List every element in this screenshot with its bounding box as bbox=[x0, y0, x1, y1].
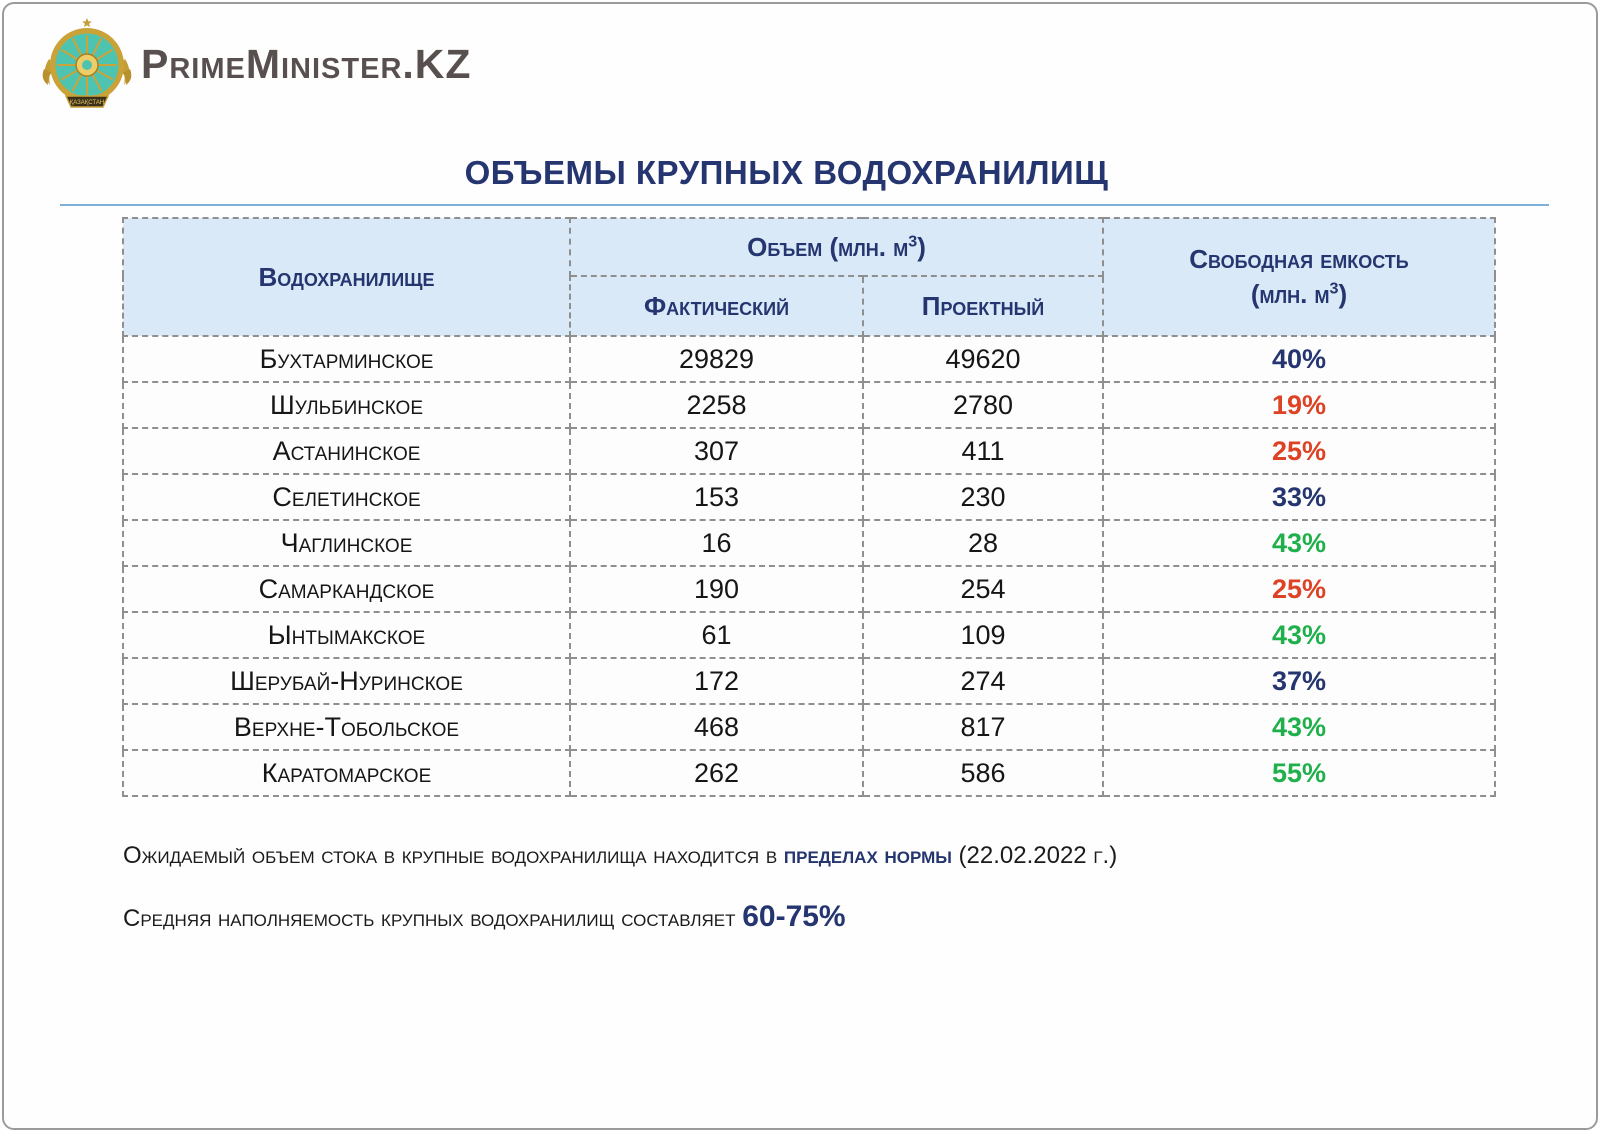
actual-volume-cell: 172 bbox=[570, 658, 863, 704]
design-volume-cell: 586 bbox=[863, 750, 1103, 796]
actual-volume-cell: 307 bbox=[570, 428, 863, 474]
design-volume-cell: 230 bbox=[863, 474, 1103, 520]
actual-volume-cell: 2258 bbox=[570, 382, 863, 428]
reservoir-table bbox=[122, 217, 1496, 797]
design-volume-cell: 109 bbox=[863, 612, 1103, 658]
reservoir-name-cell: Верхне-Тобольское bbox=[123, 704, 570, 750]
table-row bbox=[123, 566, 1495, 612]
emblem-banner-text: ҚАЗАҚСТАН bbox=[69, 100, 105, 106]
reservoir-name-cell: Бухтарминское bbox=[123, 336, 570, 382]
reservoir-name-cell: Селетинское bbox=[123, 474, 570, 520]
title-underline bbox=[60, 204, 1549, 206]
actual-volume-cell: 153 bbox=[570, 474, 863, 520]
kazakhstan-coat-of-arms-icon bbox=[37, 17, 137, 117]
table-row bbox=[123, 750, 1495, 796]
free-capacity-cell: 25% bbox=[1103, 566, 1495, 612]
table-row bbox=[123, 428, 1495, 474]
table-row bbox=[123, 658, 1495, 704]
infographic-page bbox=[2, 2, 1598, 1130]
column-header-free-capacity: Свободная емкость (млн. $м^3$) bbox=[1103, 218, 1495, 336]
free-capacity-cell: 55% bbox=[1103, 750, 1495, 796]
table-row bbox=[123, 704, 1495, 750]
table-row bbox=[123, 520, 1495, 566]
free-capacity-cell: 25% bbox=[1103, 428, 1495, 474]
design-volume-cell: 274 bbox=[863, 658, 1103, 704]
free-capacity-cell: 43% bbox=[1103, 704, 1495, 750]
table-row bbox=[123, 612, 1495, 658]
column-header-actual: Фактический bbox=[570, 276, 863, 336]
design-volume-cell: 254 bbox=[863, 566, 1103, 612]
free-capacity-cell: 19% bbox=[1103, 382, 1495, 428]
design-volume-cell: 28 bbox=[863, 520, 1103, 566]
actual-volume-cell: 262 bbox=[570, 750, 863, 796]
design-volume-cell: 817 bbox=[863, 704, 1103, 750]
note-average-fill: Средняя наполняемость крупных водохранилищ составляет 60-75% bbox=[123, 900, 846, 933]
reservoir-name-cell: Чаглинское bbox=[123, 520, 570, 566]
reservoir-name-cell: Самаркандское bbox=[123, 566, 570, 612]
header-logo bbox=[37, 17, 471, 117]
note-expected-inflow: Ожидаемый объем стока в крупные водохранилища находится в пределах нормы (22.02.2022 г.) bbox=[123, 842, 1118, 869]
reservoir-name-cell: Каратомарское bbox=[123, 750, 570, 796]
reservoir-name-cell: Ынтымакское bbox=[123, 612, 570, 658]
column-header-design: Проектный bbox=[863, 276, 1103, 336]
column-header-reservoir: Водохранилище bbox=[123, 218, 570, 336]
table-row bbox=[123, 336, 1495, 382]
actual-volume-cell: 16 bbox=[570, 520, 863, 566]
actual-volume-cell: 468 bbox=[570, 704, 863, 750]
table-row bbox=[123, 474, 1495, 520]
reservoir-name-cell: Шерубай-Нуринское bbox=[123, 658, 570, 704]
actual-volume-cell: 190 bbox=[570, 566, 863, 612]
reservoir-name-cell: Шульбинское bbox=[123, 382, 570, 428]
design-volume-cell: 2780 bbox=[863, 382, 1103, 428]
free-capacity-cell: 33% bbox=[1103, 474, 1495, 520]
free-capacity-cell: 40% bbox=[1103, 336, 1495, 382]
actual-volume-cell: 29829 bbox=[570, 336, 863, 382]
reservoir-table-body bbox=[123, 336, 1495, 796]
column-header-volume: Объем (млн. $м^3$) bbox=[570, 218, 1103, 276]
free-capacity-cell: 43% bbox=[1103, 612, 1495, 658]
wordmark: PrimeMinister.KZ bbox=[141, 40, 472, 87]
actual-volume-cell: 61 bbox=[570, 612, 863, 658]
design-volume-cell: 411 bbox=[863, 428, 1103, 474]
free-capacity-cell: 43% bbox=[1103, 520, 1495, 566]
page-title: ОБЪЕМЫ КРУПНЫХ ВОДОХРАНИЛИЩ bbox=[464, 154, 1109, 191]
table-row bbox=[123, 382, 1495, 428]
free-capacity-cell: 37% bbox=[1103, 658, 1495, 704]
design-volume-cell: 49620 bbox=[863, 336, 1103, 382]
reservoir-name-cell: Астанинское bbox=[123, 428, 570, 474]
